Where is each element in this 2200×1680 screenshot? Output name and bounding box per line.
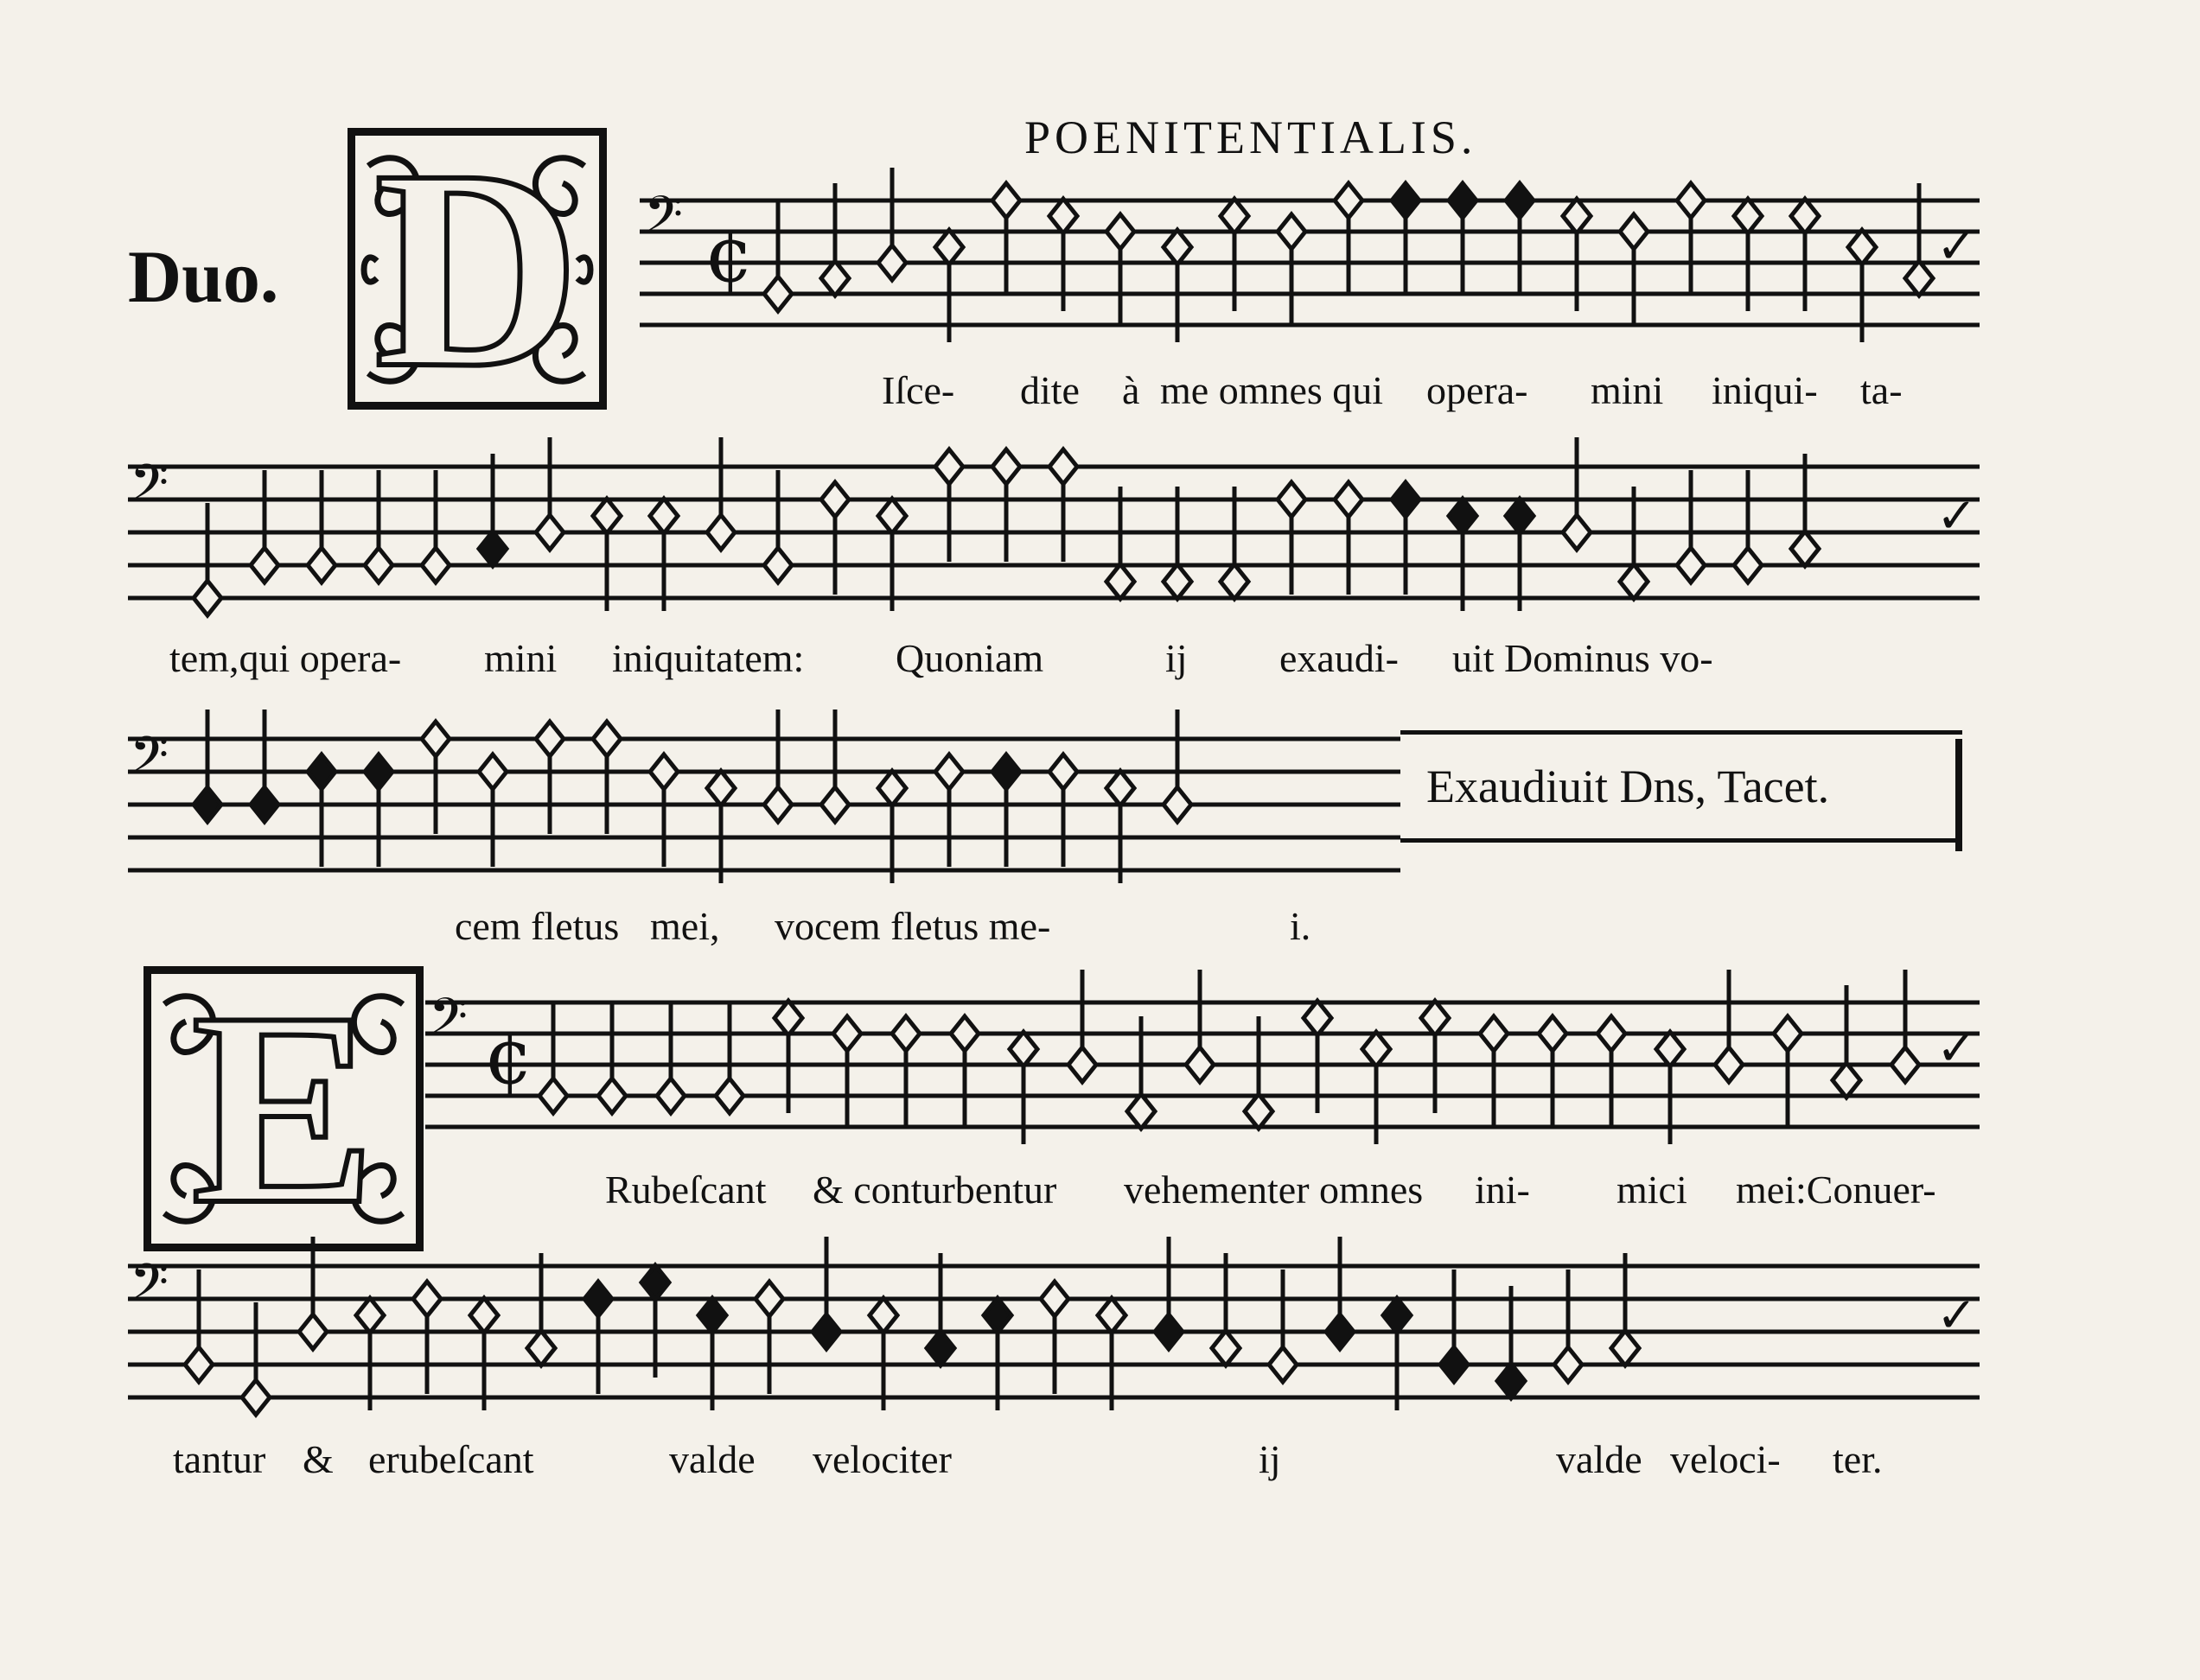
note-head	[1212, 1331, 1240, 1365]
lyric-syllable: me omnes qui	[1160, 368, 1384, 412]
lyric-syllable: mini	[484, 636, 558, 680]
note-head	[764, 277, 792, 311]
note-head	[1597, 1016, 1625, 1051]
lyric-syllable: mici	[1617, 1168, 1687, 1212]
note-head	[1068, 1047, 1096, 1082]
note-head	[1506, 183, 1534, 218]
note-head	[299, 1314, 327, 1349]
note-head	[479, 754, 507, 789]
note-head	[1041, 1282, 1068, 1316]
note-head	[185, 1347, 213, 1382]
note-head	[1127, 1094, 1155, 1129]
note-head	[927, 1331, 954, 1365]
lyric-syllable: ter.	[1833, 1437, 1883, 1481]
lyric-syllable: à	[1122, 368, 1140, 412]
note-head	[1392, 183, 1419, 218]
lyric-syllable: veloci-	[1670, 1437, 1781, 1481]
note-head	[1106, 214, 1134, 249]
lyric-syllable: dite	[1020, 368, 1080, 412]
lyric-syllable: erubeſcant	[368, 1437, 534, 1481]
note-head	[1221, 564, 1248, 599]
lyric-syllable: cem fletus	[455, 904, 620, 948]
note-head	[413, 1282, 441, 1316]
note-head	[1506, 499, 1534, 533]
note-head	[1049, 754, 1077, 789]
note-head	[1905, 261, 1933, 296]
note-head	[992, 754, 1020, 789]
note-head	[593, 722, 621, 756]
f-clef-icon: 𝄢	[130, 453, 169, 525]
note-head	[1774, 1016, 1801, 1051]
f-clef-icon: 𝄢	[130, 1252, 169, 1324]
lyric-syllable: Quoniam	[896, 636, 1044, 680]
note-head	[1656, 1032, 1684, 1066]
note-head	[650, 754, 678, 789]
lyric-syllable: ta-	[1860, 368, 1903, 412]
note-head	[764, 548, 792, 582]
note-head	[1421, 1001, 1449, 1035]
note-head	[1278, 214, 1305, 249]
note-head	[194, 787, 221, 822]
custos-icon: ✓	[1936, 488, 1977, 544]
lyric-syllable: mei,	[650, 904, 720, 948]
note-head	[1106, 771, 1134, 805]
note-head	[984, 1298, 1011, 1333]
note-head	[1734, 199, 1762, 233]
note-head	[1164, 787, 1191, 822]
note-head	[716, 1079, 743, 1113]
lyric-syllable: vehementer omnes	[1124, 1168, 1424, 1212]
note-head	[935, 754, 963, 789]
note-head	[833, 1016, 861, 1051]
note-head	[951, 1016, 979, 1051]
note-head	[479, 531, 507, 566]
note-head	[1449, 499, 1476, 533]
lyric-syllable: Iſce-	[882, 368, 955, 412]
note-head	[422, 548, 450, 582]
lyric-syllable: uit Dominus vo-	[1452, 636, 1713, 680]
lyric-syllable: tem,qui opera-	[169, 636, 402, 680]
lyric-syllable: exaudi-	[1279, 636, 1399, 680]
note-head	[539, 1079, 567, 1113]
note-head	[1611, 1331, 1639, 1365]
note-head	[775, 1001, 802, 1035]
note-head	[764, 787, 792, 822]
note-head	[707, 515, 735, 550]
lyric-syllable: iniquitatem:	[612, 636, 805, 680]
note-head	[1563, 199, 1591, 233]
lyric-syllable: ij	[1259, 1437, 1281, 1481]
note-head	[194, 581, 221, 615]
note-head	[992, 183, 1020, 218]
f-clef-icon: 𝄢	[429, 986, 469, 1058]
page-title: POENITENTIALIS.	[1024, 111, 1477, 163]
note-head	[1677, 548, 1705, 582]
note-head	[1734, 548, 1762, 582]
lyric-syllable: mei:Conuer-	[1736, 1168, 1936, 1212]
mensuration-sign-icon: ¢	[705, 209, 755, 301]
note-head	[527, 1331, 555, 1365]
voice-part-label: Duo.	[128, 235, 279, 318]
note-head	[892, 1016, 920, 1051]
note-head	[251, 548, 278, 582]
initial-letter: E	[191, 956, 376, 1262]
initial-letter: D	[373, 111, 581, 427]
note-head	[251, 787, 278, 822]
lyric-syllable: iniqui-	[1712, 368, 1818, 412]
note-head	[242, 1380, 270, 1415]
note-head	[1335, 183, 1362, 218]
note-head	[1164, 230, 1191, 264]
lyric-syllable: &	[303, 1437, 334, 1481]
note-head	[821, 261, 849, 296]
lyric-syllable: ini-	[1475, 1168, 1530, 1212]
note-head	[1715, 1047, 1743, 1082]
note-head	[813, 1314, 840, 1349]
note-head	[1440, 1347, 1468, 1382]
note-head	[1449, 183, 1476, 218]
note-head	[821, 482, 849, 517]
note-head	[935, 230, 963, 264]
lyric-syllable: ij	[1165, 636, 1188, 680]
note-head	[1269, 1347, 1297, 1382]
mensuration-sign-icon: ¢	[484, 1011, 534, 1103]
note-head	[1164, 564, 1191, 599]
note-head	[1497, 1364, 1525, 1398]
note-head	[1186, 1047, 1214, 1082]
note-head	[470, 1298, 498, 1333]
note-head	[1392, 482, 1419, 517]
note-head	[308, 548, 335, 582]
note-head	[1383, 1298, 1411, 1333]
note-head	[1326, 1314, 1354, 1349]
note-head	[992, 449, 1020, 484]
note-head	[1049, 449, 1077, 484]
note-head	[1010, 1032, 1037, 1066]
note-head	[935, 449, 963, 484]
note-head	[870, 1298, 897, 1333]
note-head	[308, 754, 335, 789]
tacet-box	[1400, 730, 1962, 843]
note-head	[1848, 230, 1876, 264]
note-head	[1563, 515, 1591, 550]
tacet-text: Exaudiuit Dns, Tacet.	[1426, 760, 1830, 812]
note-head	[650, 499, 678, 533]
note-head	[1620, 564, 1648, 599]
note-head	[365, 548, 392, 582]
lyric-syllable: opera-	[1426, 368, 1528, 412]
note-head	[1335, 482, 1362, 517]
note-head	[1791, 531, 1819, 566]
note-head	[593, 499, 621, 533]
note-head	[657, 1079, 685, 1113]
note-head	[1049, 199, 1077, 233]
note-head	[1221, 199, 1248, 233]
custos-icon: ✓	[1936, 1021, 1977, 1077]
note-head	[536, 722, 564, 756]
tacet-end-bar	[1955, 739, 1962, 851]
note-head	[1833, 1063, 1860, 1098]
f-clef-icon: 𝄢	[130, 725, 169, 797]
lyric-syllable: Rubeſcant	[605, 1168, 767, 1212]
note-head	[878, 499, 906, 533]
note-head	[1791, 199, 1819, 233]
note-head	[878, 245, 906, 280]
lyric-syllable: tantur	[173, 1437, 266, 1481]
note-head	[1155, 1314, 1183, 1349]
note-head	[1304, 1001, 1331, 1035]
note-head	[584, 1282, 612, 1316]
note-head	[698, 1298, 726, 1333]
lyric-syllable: vocem fletus me-	[775, 904, 1051, 948]
f-clef-icon: 𝄢	[644, 184, 684, 256]
note-head	[1620, 214, 1648, 249]
note-head	[365, 754, 392, 789]
note-head	[536, 515, 564, 550]
lyric-syllable: valde	[669, 1437, 756, 1481]
lyric-syllable: valde	[1556, 1437, 1642, 1481]
note-head	[422, 722, 450, 756]
note-head	[707, 771, 735, 805]
lyric-syllable: & conturbentur	[813, 1168, 1057, 1212]
note-head	[1106, 564, 1134, 599]
note-head	[356, 1298, 384, 1333]
note-head	[1539, 1016, 1566, 1051]
lyric-syllable: i.	[1290, 904, 1311, 948]
custos-icon: ✓	[1936, 219, 1977, 275]
note-head	[821, 787, 849, 822]
note-head	[1362, 1032, 1390, 1066]
note-head	[756, 1282, 783, 1316]
note-head	[1480, 1016, 1508, 1051]
note-head	[878, 771, 906, 805]
custos-icon: ✓	[1936, 1288, 1977, 1344]
lyric-syllable: velociter	[813, 1437, 952, 1481]
note-head	[598, 1079, 626, 1113]
lyric-syllable: mini	[1591, 368, 1664, 412]
note-head	[1245, 1094, 1272, 1129]
note-head	[1677, 183, 1705, 218]
note-head	[1098, 1298, 1126, 1333]
note-head	[1554, 1347, 1582, 1382]
note-head	[1891, 1047, 1919, 1082]
note-head	[641, 1265, 669, 1300]
note-head	[1278, 482, 1305, 517]
